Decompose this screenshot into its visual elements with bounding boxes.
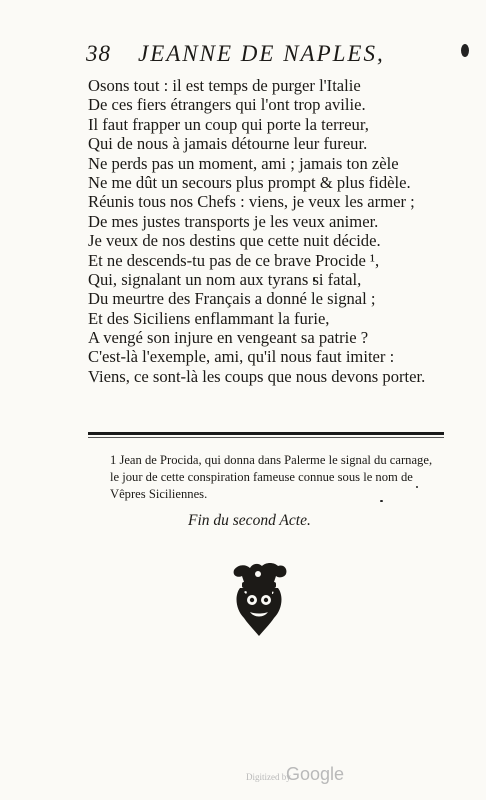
verse-line: A vengé son injure en vengeant sa patrie ?	[88, 328, 369, 348]
running-title: JEANNE DE NAPLES,	[138, 41, 385, 66]
verse-line: Réunis tous nos Chefs : viens, je veux les armer ;	[88, 192, 415, 212]
verse-line: Il faut frapper un coup qui porte la terreur,	[88, 114, 369, 134]
verse-line: Viens, ce sont-là les coups que nous devons porter.	[88, 366, 426, 386]
footnote-rule-thin	[88, 437, 444, 438]
footnote-line: le jour de cette conspiration fameuse connue sous le nom de	[110, 470, 413, 484]
verse-line: Je veux de nos destins que cette nuit décide.	[88, 231, 381, 251]
verse-line: Osons tout : il est temps de purger l'Italie	[88, 76, 361, 95]
verse-line: Et des Siciliens enflammant la furie,	[88, 308, 330, 328]
page-number: 38	[86, 41, 111, 66]
running-header	[86, 41, 386, 71]
verse-line: Ne me dût un secours plus prompt & plus fidèle.	[88, 172, 411, 192]
digitization-watermark	[246, 762, 356, 788]
verse-line: Ne perds pas un moment, ami ; jamais ton zèle	[88, 153, 399, 173]
watermark-small-text: Digitized by	[246, 772, 291, 782]
verse-line: Qui, signalant un nom aux tyrans si fatal,	[88, 269, 362, 289]
end-of-act-caption: Fin du second Acte.	[188, 512, 311, 529]
verse-block	[88, 76, 468, 386]
footnote-rule	[88, 432, 444, 435]
watermark-brand-text: Google	[286, 764, 345, 784]
verse-line: Du meurtre des Français a donné le signal ;	[88, 289, 376, 309]
verse-line: De ces fiers étrangers qui l'ont trop avilie.	[88, 95, 366, 115]
verse-line: C'est-là l'exemple, ami, qu'il nous faut imiter :	[88, 347, 395, 367]
footnote-line: Vêpres Siciliennes.	[110, 487, 208, 501]
verse-line: De mes justes transports je les veux animer.	[88, 211, 379, 231]
verse-line: Qui de nous à jamais détourne leur fureur.	[88, 134, 368, 154]
verse-line: Et ne descends-tu pas de ce brave Procide ¹,	[88, 250, 380, 270]
ink-speck	[461, 44, 469, 57]
footnote-line: 1 Jean de Procida, qui donna dans Palerme le signal du carnage,	[110, 453, 433, 467]
printer-ornament-icon	[228, 562, 290, 638]
footnote	[110, 452, 455, 503]
